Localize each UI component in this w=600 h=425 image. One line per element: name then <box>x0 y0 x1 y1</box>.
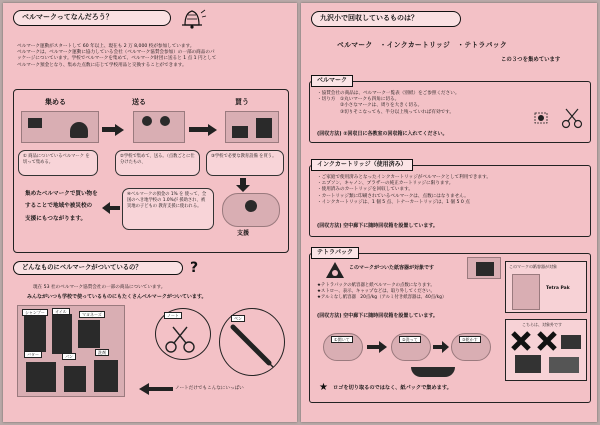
tetra-section-title: テトラパック <box>311 247 359 259</box>
arrow-right-icon <box>433 341 449 353</box>
not-target-cross-icons <box>509 329 585 377</box>
pen-icon <box>229 323 275 369</box>
product-label-butter: バター <box>24 351 42 358</box>
collect-illustration <box>21 111 99 143</box>
milk-carton-illustration <box>467 257 501 279</box>
wash-step-2: ②洗って <box>399 336 421 343</box>
step-collect-label: 集める <box>45 98 66 106</box>
scissors-icon <box>163 325 199 355</box>
final-note: ロゴを切り取るのではなく、紙パックで集めます。 <box>333 385 452 391</box>
arrow-down-icon <box>236 178 250 192</box>
bellmark-method: (回収方法) ②回収日に各教室の回収箱に入れてください。 <box>317 131 448 137</box>
arrow-collect-to-send <box>102 127 116 132</box>
product-label-mayonnaise: マヨネーズ <box>79 311 105 318</box>
tetra-target-box: このマークの紙容器が対象 Tetra Pak <box>505 261 587 313</box>
product-label-bread: パン <box>62 353 76 360</box>
arrow-send-to-buy <box>189 127 209 132</box>
arrow-head-2 <box>208 124 217 136</box>
products-banner: どんなものにベルマークがついているの？ <box>13 261 183 275</box>
step-box-2: ②学校で集めて、送る。（点数ごとに仕分けたもの、 <box>115 150 200 176</box>
bellmark-section-title: ベルマーク <box>311 75 353 87</box>
carton-tray-illustration <box>411 367 455 377</box>
collect-note: 集めたベルマークで買い物を することで地域や被災校の 支援にもつながります。 <box>25 191 98 222</box>
question-icon: ? <box>190 260 199 276</box>
step-box-3: ③学校で必要な教育設備 を買う。 <box>206 150 284 176</box>
tetra-mark-icon <box>325 261 345 279</box>
products-intro: 現在 53 社のベルマーク協賛会社の一部の商品についています。 <box>33 285 166 290</box>
ink-details: ・ご家庭で使用済みとなったインクカートリッジがベルマークとして利用できます。 ・エプソン、キャノン、ブラザーの純正カートリッジに限ります。 ・使用済みのカートリッジを回収しています。 ・カートリッジ類に印刷されているベルマークは、点数にはなりません。 ・インクカートリッジは、1 個 5 点、トナーカートリッジは、1 個 5 0 点 <box>317 175 491 205</box>
arrow-pointer-icon <box>139 383 173 395</box>
notebook-note: ノートだけでもこんなにいっぱい <box>175 386 244 391</box>
wash-step-3: ③乾かす <box>459 336 481 343</box>
tetra-brand: Tetra Pak <box>546 286 570 291</box>
what-is-bellmark-banner: ベルマークってなんだろう？ <box>13 10 171 26</box>
step-send-label: 送る <box>132 98 146 106</box>
arrow-right-icon <box>367 341 387 353</box>
not-target-box: こちらは、対象外です <box>505 319 587 381</box>
products-bold-line: みんながいつも学校で使っているものにもたくさんベルマークがついています。 <box>27 294 207 300</box>
step-box-1: ① 商品についているベルマーク を切って集める。 <box>18 150 98 176</box>
bell-icon <box>175 7 207 29</box>
items-line: ベルマーク ・インクカートリッジ ・テトラパック <box>337 41 507 49</box>
support-label: 支援 <box>237 230 250 237</box>
tetra-mark-line: このマークがついた紙容器が対象です <box>349 265 435 271</box>
product-label-detergent: 洗剤 <box>95 349 109 356</box>
product-label-pen: ペン <box>231 315 245 322</box>
product-label-notebook: ノート <box>164 312 182 319</box>
product-label-shampoo: シャンプー <box>22 309 48 316</box>
step-box-4: ④ベルマークの預金の 1% を 使って、全国のへき地学校の 1.0%が 援助され、被災地の子どもの 教育支援に使われる。 <box>122 188 214 230</box>
tetra-method: (回収方法) 空中廊下に随時回収箱を設置しています。 <box>317 313 438 319</box>
ink-section-title: インクカートリッジ（使用済み） <box>311 159 413 171</box>
right-page <box>301 3 597 422</box>
send-illustration <box>133 111 185 143</box>
left-page <box>3 3 297 422</box>
product-label-oil: オイル <box>52 308 70 315</box>
ink-method: (回収方法) 空中廊下に随時回収箱を設置しています。 <box>317 223 438 229</box>
cut-example-icon <box>533 109 551 127</box>
collect-three-note: この３つを集めています <box>501 57 561 63</box>
star-icon: ★ <box>319 382 328 393</box>
support-illustration <box>222 193 280 227</box>
bellmark-details: ・協賛会社の商品は、ベルマーク一覧表（別紙）をご参照ください。 ・切り方 ①丸いマークも四角に切る。 ②小さなマークは、周りを大きく切る。 ③切りそこなっても、半分以上残っていれば有効です。 <box>317 91 460 115</box>
buy-illustration <box>225 111 279 143</box>
collected-items-banner: 九沢小で回収しているものは？ <box>311 11 461 27</box>
step-buy-label: 買う <box>235 98 249 106</box>
scissors-icon <box>561 107 585 129</box>
tetra-details: ★テトラパックの紙容器と紙ベルマークの点数になります。 ★ストロー、表示、キャップなどは、取り外してください。 ★アルミなし紙容器 20点/kg（アルミ付き紙容器は、40点/kg） <box>317 283 447 300</box>
wash-step-1: ①開いて <box>331 336 353 343</box>
arrow-head-1 <box>115 124 124 136</box>
intro-paragraph: ベルマーク運動がスタートして 60 年以上、現在も 2 万 8,000 校が参加しています。 ベルマークは、ベルマーク運動に協力している会社（ベルマーク協賛会参加）の一部の商品のパ ッケージについています。学校でベルマークを集めて、ベルマーク財団に送ると 1 点 1 円として ベルマーク預金となり、集めた点数に応じて学校用品と交換することができます。 <box>17 44 217 68</box>
